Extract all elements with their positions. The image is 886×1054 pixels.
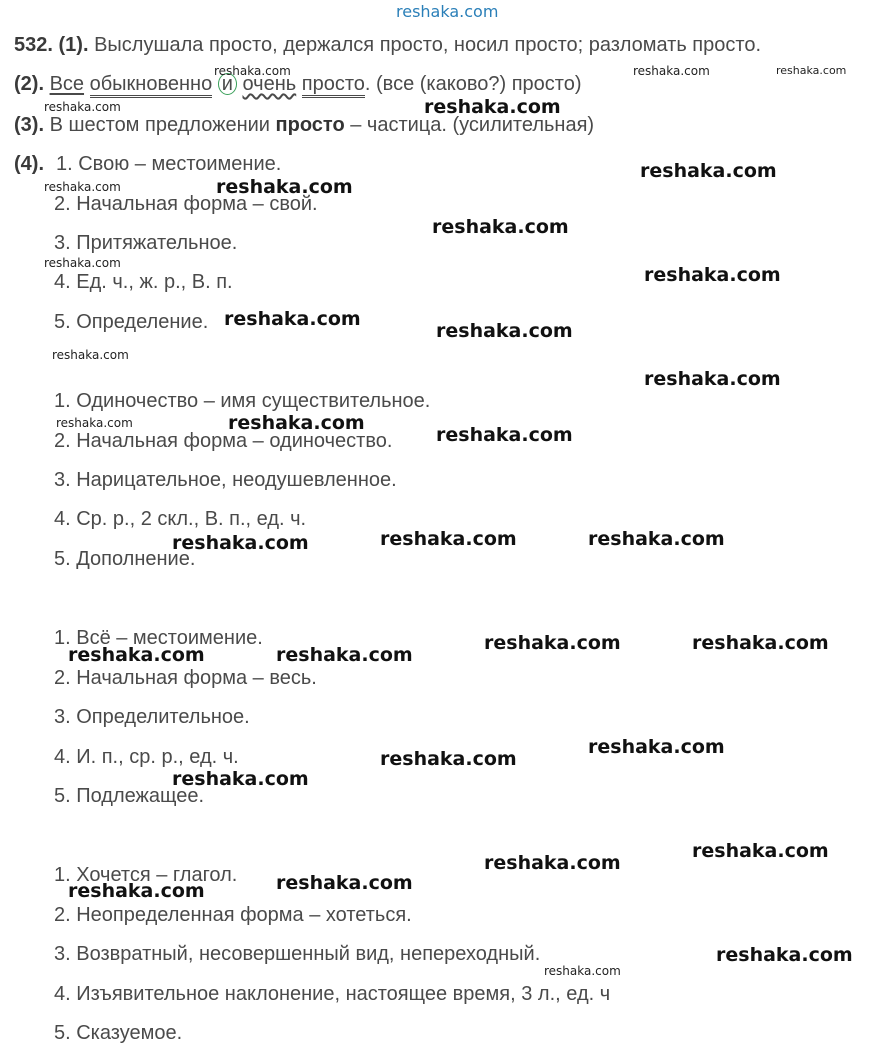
- analysis-line: 1. Одиночество – имя существительное.: [54, 390, 431, 412]
- watermark: reshaka.com: [214, 64, 291, 78]
- watermark: reshaka.com: [276, 644, 413, 666]
- part-2-rest: . (все (каково?) просто): [364, 73, 582, 95]
- part-1-line: [14, 33, 761, 57]
- watermark: reshaka.com: [380, 528, 517, 550]
- watermark: reshaka.com: [432, 216, 569, 238]
- watermark: reshaka.com: [172, 768, 309, 790]
- watermark: reshaka.com: [68, 644, 205, 666]
- part-4-label: (4).: [14, 153, 44, 175]
- watermark: reshaka.com: [484, 852, 621, 874]
- analysis-line: 1. Свою – местоимение.: [56, 153, 282, 175]
- watermark: reshaka.com: [172, 532, 309, 554]
- predicate-word-2: просто: [302, 73, 365, 98]
- part-3-label: (3).: [14, 114, 44, 136]
- analysis-line: 5. Дополнение.: [54, 548, 196, 570]
- watermark: reshaka.com: [424, 96, 561, 118]
- watermark: reshaka.com: [228, 412, 365, 434]
- watermark: reshaka.com: [436, 320, 573, 342]
- watermark: reshaka.com: [44, 256, 121, 270]
- watermark: reshaka.com: [588, 528, 725, 550]
- part-1-label: (1).: [58, 34, 89, 56]
- watermark: reshaka.com: [52, 348, 129, 362]
- watermark: reshaka.com: [644, 264, 781, 286]
- analysis-line: 4. Ср. р., 2 скл., В. п., ед. ч.: [54, 508, 307, 530]
- part-3-text-after: – частица. (усилительная): [350, 114, 595, 136]
- part-1-text: Выслушала просто, держался просто, носил просто; разломать просто.: [94, 34, 761, 56]
- analysis-line: 3. Притяжательное.: [54, 232, 238, 254]
- part-3-bold-word: просто: [275, 114, 345, 136]
- analysis-line: 2. Начальная форма – свой.: [54, 193, 318, 215]
- analysis-line: 3. Возвратный, несовершенный вид, непереходный.: [54, 943, 541, 965]
- watermark: reshaka.com: [44, 100, 121, 114]
- part-4-label-line: [14, 152, 44, 176]
- conjunction-word: и: [218, 73, 237, 95]
- analysis-line: 5. Определение.: [54, 311, 209, 333]
- subject-word: Все: [49, 73, 85, 95]
- watermark: reshaka.com: [692, 840, 829, 862]
- analysis-line: 3. Нарицательное, неодушевленное.: [54, 469, 397, 491]
- watermark: reshaka.com: [588, 736, 725, 758]
- analysis-line: 1. Всё – местоимение.: [54, 627, 263, 649]
- analysis-line: 4. Изъявительное наклонение, настоящее время, 3 л., ед. ч: [54, 983, 611, 1005]
- analysis-line: 3. Определительное.: [54, 706, 250, 728]
- analysis-line: 5. Подлежащее.: [54, 785, 205, 807]
- watermark: reshaka.com: [644, 368, 781, 390]
- exercise-number: 532.: [14, 34, 53, 56]
- adverbial-word: очень: [242, 73, 297, 95]
- analysis-line: 1. Хочется – глагол.: [54, 864, 238, 886]
- part-3-text-before: В шестом предложении: [49, 114, 270, 136]
- watermark: reshaka.com: [380, 748, 517, 770]
- analysis-line: 2. Начальная форма – весь.: [54, 667, 317, 689]
- analysis-line: 2. Начальная форма – одиночество.: [54, 430, 393, 452]
- watermark: reshaka.com: [484, 632, 621, 654]
- watermark: reshaka.com: [276, 872, 413, 894]
- watermark: reshaka.com: [68, 880, 205, 902]
- analysis-line: 5. Сказуемое.: [54, 1022, 183, 1044]
- analysis-line: 4. И. п., ср. р., ед. ч.: [54, 746, 239, 768]
- watermark: reshaka.com: [44, 180, 121, 194]
- watermark: reshaka.com: [692, 632, 829, 654]
- watermark: reshaka.com: [633, 64, 710, 78]
- watermark: reshaka.com: [216, 176, 353, 198]
- watermark: reshaka.com: [640, 160, 777, 182]
- predicate-word-1: обыкновенно: [90, 73, 213, 98]
- watermark: reshaka.com: [224, 308, 361, 330]
- watermark: reshaka.com: [776, 64, 847, 77]
- watermark: reshaka.com: [544, 964, 621, 978]
- part-2-label: (2).: [14, 73, 44, 95]
- watermark: reshaka.com: [716, 944, 853, 966]
- watermark: reshaka.com: [56, 416, 133, 430]
- watermark: reshaka.com: [436, 424, 573, 446]
- analysis-line: 2. Неопределенная форма – хотеться.: [54, 904, 412, 926]
- part-2-line: [14, 72, 582, 96]
- analysis-line: 4. Ед. ч., ж. р., В. п.: [54, 271, 233, 293]
- header-watermark: reshaka.com: [396, 2, 499, 21]
